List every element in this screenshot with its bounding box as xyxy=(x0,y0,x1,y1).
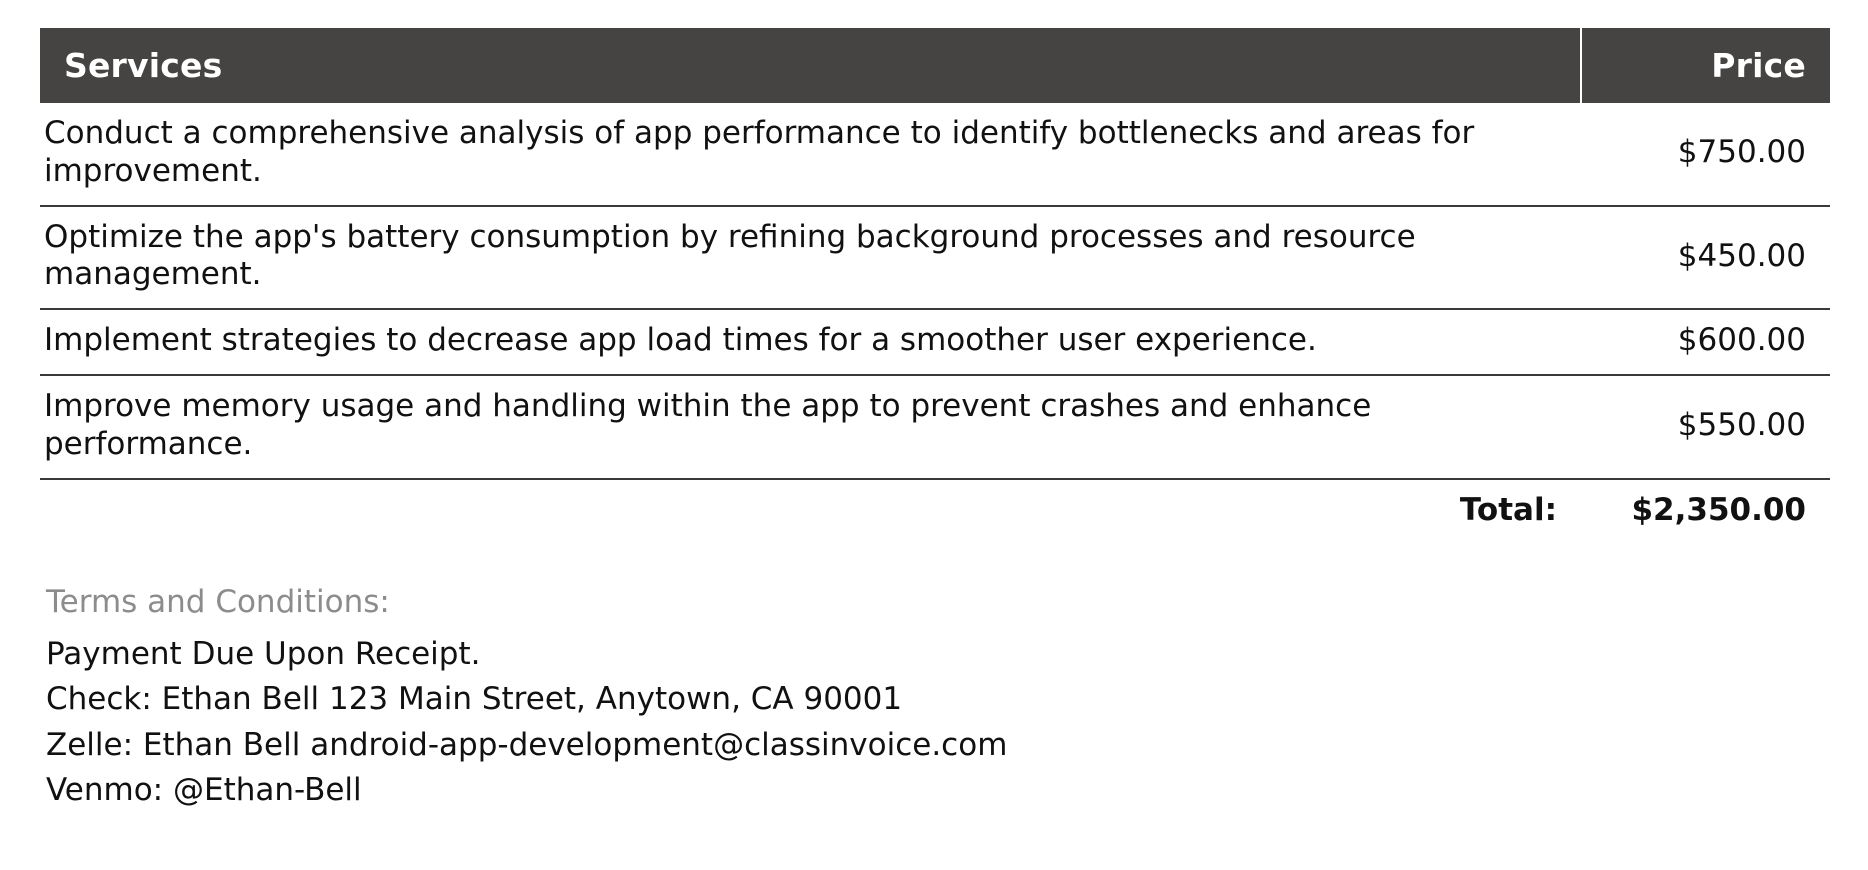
table-row xyxy=(40,103,1830,206)
terms-line-check: Check: Ethan Bell 123 Main Street, Anytown, CA 90001 xyxy=(46,681,903,718)
service-price: $450.00 xyxy=(1581,206,1830,310)
terms-line-zelle: Zelle: Ethan Bell android-app-development@classinvoice.com xyxy=(46,726,1008,763)
table-header-row xyxy=(40,28,1830,103)
total-label: Total: xyxy=(1459,491,1557,528)
total-value: $2,350.00 xyxy=(1631,491,1806,528)
table-row xyxy=(40,309,1830,375)
terms-line-payment: Payment Due Upon Receipt. xyxy=(46,635,481,672)
services-table xyxy=(40,28,1830,544)
table-body xyxy=(40,103,1830,544)
terms-and-conditions xyxy=(40,583,1828,809)
service-price: $750.00 xyxy=(1581,103,1830,206)
table-total-row xyxy=(40,479,1830,544)
terms-line-venmo: Venmo: @Ethan-Bell xyxy=(46,772,362,809)
service-description: Optimize the app's battery consumption by refining background processes and resource management. xyxy=(40,206,1581,310)
service-description: Conduct a comprehensive analysis of app performance to identify bottlenecks and areas for improvement. xyxy=(40,103,1581,206)
service-description: Improve memory usage and handling within the app to prevent crashes and enhance performance. xyxy=(40,375,1581,479)
service-price: $600.00 xyxy=(1581,309,1830,375)
terms-title: Terms and Conditions: xyxy=(46,583,390,620)
table-row xyxy=(40,206,1830,310)
column-header-services: Services xyxy=(40,28,1581,103)
column-header-price: Price xyxy=(1581,28,1830,103)
table-header xyxy=(40,28,1830,103)
service-price: $550.00 xyxy=(1581,375,1830,479)
table-row xyxy=(40,375,1830,479)
service-description: Implement strategies to decrease app load times for a smoother user experience. xyxy=(40,309,1581,375)
